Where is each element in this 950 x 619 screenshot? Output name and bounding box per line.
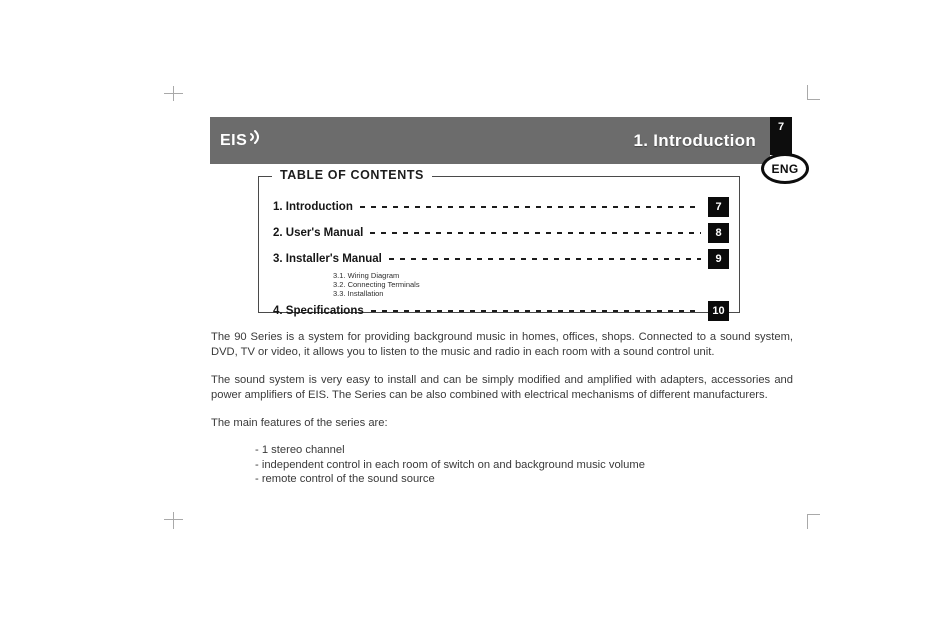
toc-entry-specifications	[273, 301, 729, 321]
toc-entry-label: 3. Installer's Manual	[273, 253, 382, 265]
header-bar	[210, 117, 770, 164]
paragraph-install-info: The sound system is very easy to install and can be simply modified and amplified with adapters, accessories and power amplifiers of EIS. The Series can be also combined with electrical mechanisms of different manufacturers.	[211, 374, 793, 401]
dash-leader	[389, 258, 701, 260]
page-number-tab: 7	[770, 117, 792, 155]
toc-subentry: 3.3. Installation	[333, 289, 384, 298]
crop-mark-bottom-right	[807, 514, 820, 515]
crop-mark-top-right	[807, 85, 808, 100]
dash-leader	[360, 206, 701, 208]
toc-subentries	[333, 271, 729, 298]
crop-mark-top-left	[173, 86, 174, 101]
toc-entry-label: 2. User's Manual	[273, 227, 364, 239]
section-title: 1. Introduction	[633, 130, 756, 150]
sound-waves-icon	[249, 130, 262, 151]
toc-entry-introduction	[273, 197, 729, 217]
crop-mark-top-right	[807, 99, 820, 100]
toc-subentry: 3.2. Connecting Terminals	[333, 280, 420, 289]
crop-mark-bottom-right	[807, 514, 808, 529]
toc-entry-installers-manual	[273, 249, 729, 269]
toc-subentry: 3.1. Wiring Diagram	[333, 271, 400, 280]
toc-title: TABLE OF CONTENTS	[272, 168, 432, 182]
language-badge: ENG	[761, 153, 809, 184]
toc-page-number: 10	[708, 301, 729, 321]
toc-entry-users-manual	[273, 223, 729, 243]
feature-item: - 1 stereo channel	[255, 444, 345, 456]
crop-mark-bottom-left	[173, 512, 174, 529]
toc-page-number: 7	[708, 197, 729, 217]
table-of-contents	[258, 168, 740, 317]
feature-item: - remote control of the sound source	[255, 473, 435, 486]
body-text	[211, 330, 793, 488]
dash-leader	[370, 232, 701, 234]
feature-list	[255, 444, 793, 487]
feature-item: - independent control in each room of switch on and background music volume	[255, 458, 645, 471]
toc-entry-label: 1. Introduction	[273, 201, 353, 213]
toc-page-number: 8	[708, 223, 729, 243]
brand-logo-text: EIS	[220, 131, 248, 149]
dash-leader	[371, 310, 701, 312]
paragraph-series-overview: The 90 Series is a system for providing background music in homes, offices, shops. Connected to a sound system, DVD, TV or video, it allows you to listen to the music and radio in each room with a sound control unit.	[211, 331, 793, 358]
toc-entry-label: 4. Specifications	[273, 305, 364, 317]
brand-logo	[220, 130, 262, 151]
paragraph-features-intro: The main features of the series are:	[211, 417, 388, 429]
toc-rows	[259, 177, 739, 317]
toc-page-number: 9	[708, 249, 729, 269]
